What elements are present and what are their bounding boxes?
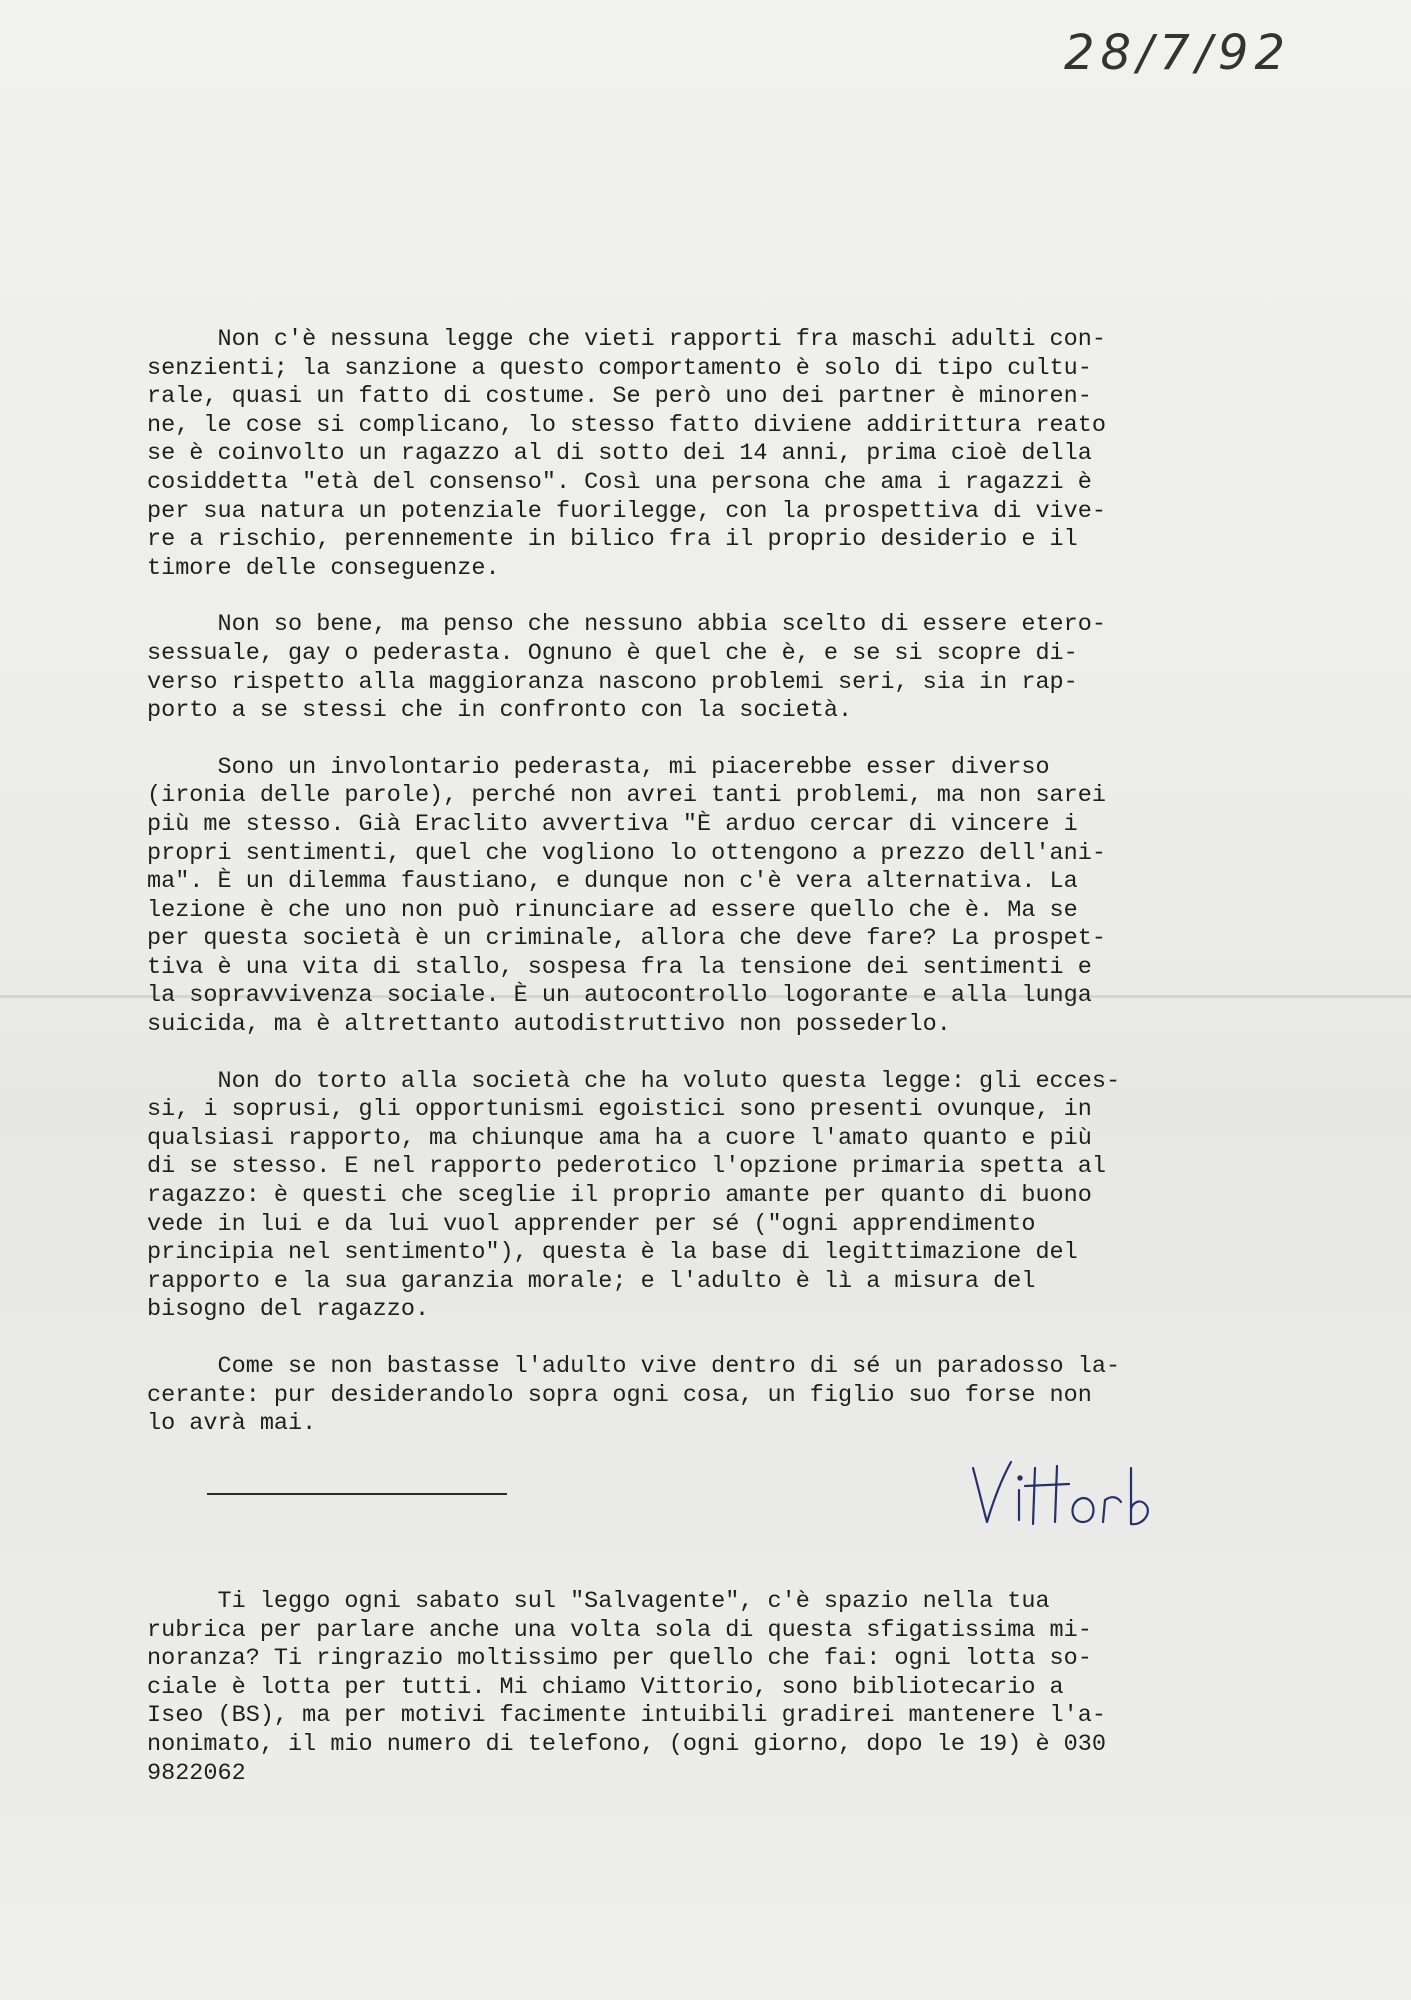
text-line: più me stesso. Già Eraclito avvertiva "È arduo cercar di vincere i (147, 810, 1078, 838)
paragraph-1 (147, 326, 1292, 583)
text-line: suicida, ma è altrettanto autodistruttivo non possederlo. (147, 1011, 951, 1039)
text-line: principia nel sentimento"), questa è la base di legittimazione del (147, 1239, 1078, 1267)
text-line: rapporto e la sua garanzia morale; e l'adulto è lì a misura del (147, 1267, 1036, 1295)
text-line: per sua natura un potenziale fuorilegge, con la prospettiva di vive- (147, 497, 1106, 525)
text-line: noranza? Ti ringrazio moltissimo per quello che fai: ogni lotta so- (147, 1645, 1092, 1673)
text-line: senzienti; la sanzione a questo comportamento è solo di tipo cultu- (147, 354, 1092, 382)
text-line: lo avrà mai. (147, 1410, 317, 1438)
text-line: cerante: pur desiderandolo sopra ogni cosa, un figlio suo forse non (147, 1381, 1092, 1409)
postscript (147, 1588, 1292, 1788)
text-line: tiva è una vita di stallo, sospesa fra la tensione dei sentimenti e (147, 953, 1092, 981)
text-line: bisogno del ragazzo. (147, 1296, 430, 1324)
text-line: Non so bene, ma penso che nessuno abbia scelto di essere etero- (147, 611, 1106, 639)
text-line: rale, quasi un fatto di costume. Se però uno dei partner è minoren- (147, 383, 1092, 411)
text-line: se è coinvolto un ragazzo al di sotto dei 14 anni, prima cioè della (147, 440, 1092, 468)
text-line: Sono un involontario pederasta, mi piacerebbe esser diverso (147, 753, 1050, 781)
text-line: verso rispetto alla maggioranza nascono problemi seri, sia in rap- (147, 668, 1078, 696)
text-line: cosiddetta "età del consenso". Così una persona che ama i ragazzi è (147, 468, 1092, 496)
text-line: di se stesso. E nel rapporto pederotico l'opzione primaria spetta al (147, 1153, 1106, 1181)
paragraph-5 (147, 1353, 1292, 1439)
text-line: 9822062 (147, 1759, 246, 1787)
text-line: timore delle conseguenze. (147, 554, 500, 582)
text-line: lezione è che uno non può rinunciare ad essere quello che è. Ma se (147, 896, 1078, 924)
letter-body (147, 326, 1292, 1467)
text-line: sessuale, gay o pederasta. Ognuno è quel che è, e se si scopre di- (147, 639, 1078, 667)
text-line: per questa società è un criminale, allora che deve fare? La prospet- (147, 925, 1106, 953)
text-line: ciale è lotta per tutti. Mi chiamo Vittorio, sono bibliotecario a (147, 1673, 1064, 1701)
handwritten-signature (965, 1450, 1175, 1540)
text-line: la sopravvivenza sociale. È un autocontrollo logorante e alla lunga (147, 982, 1092, 1010)
text-line: si, i soprusi, gli opportunismi egoistici sono presenti ovunque, in (147, 1096, 1092, 1124)
handwritten-date: 28/7/92 (1063, 25, 1291, 81)
text-line: porto a se stessi che in confronto con la società. (147, 697, 853, 725)
text-line: ma". È un dilemma faustiano, e dunque non c'è vera alternativa. La (147, 868, 1078, 896)
text-line: Ti leggo ogni sabato sul "Salvagente", c'è spazio nella tua (147, 1588, 1050, 1615)
text-line: Iseo (BS), ma per motivi facimente intuibili gradirei mantenere l'a- (147, 1702, 1106, 1730)
paragraph-2 (147, 611, 1292, 725)
text-line: nonimato, il mio numero di telefono, (ogni giorno, dopo le 19) è 030 (147, 1730, 1106, 1758)
text-line: vede in lui e da lui vuol apprender per sé ("ogni apprendimento (147, 1210, 1036, 1238)
text-line: rubrica per parlare anche una volta sola di questa sfigatissima mi- (147, 1616, 1092, 1644)
text-line: re a rischio, perennemente in bilico fra il proprio desiderio e il (147, 526, 1078, 554)
text-line: (ironia delle parole), perché non avrei tanti problemi, ma non sarei (147, 782, 1106, 810)
signature-rule (207, 1493, 507, 1495)
paragraph-4 (147, 1068, 1292, 1325)
text-line: Non c'è nessuna legge che vieti rapporti fra maschi adulti con- (147, 326, 1106, 353)
text-line: Non do torto alla società che ha voluto questa legge: gli ecces- (147, 1067, 1121, 1095)
text-line: ragazzo: è questi che sceglie il proprio amante per quanto di buono (147, 1182, 1092, 1210)
text-line: ne, le cose si complicano, lo stesso fatto diviene addirittura reato (147, 411, 1106, 439)
text-line: Come se non bastasse l'adulto vive dentro di sé un paradosso la- (147, 1353, 1121, 1380)
paragraph-3 (147, 754, 1292, 1040)
text-line: propri sentimenti, quel che vogliono lo ottengono a prezzo dell'ani- (147, 839, 1106, 867)
text-line: qualsiasi rapporto, ma chiunque ama ha a cuore l'amato quanto e più (147, 1124, 1092, 1152)
